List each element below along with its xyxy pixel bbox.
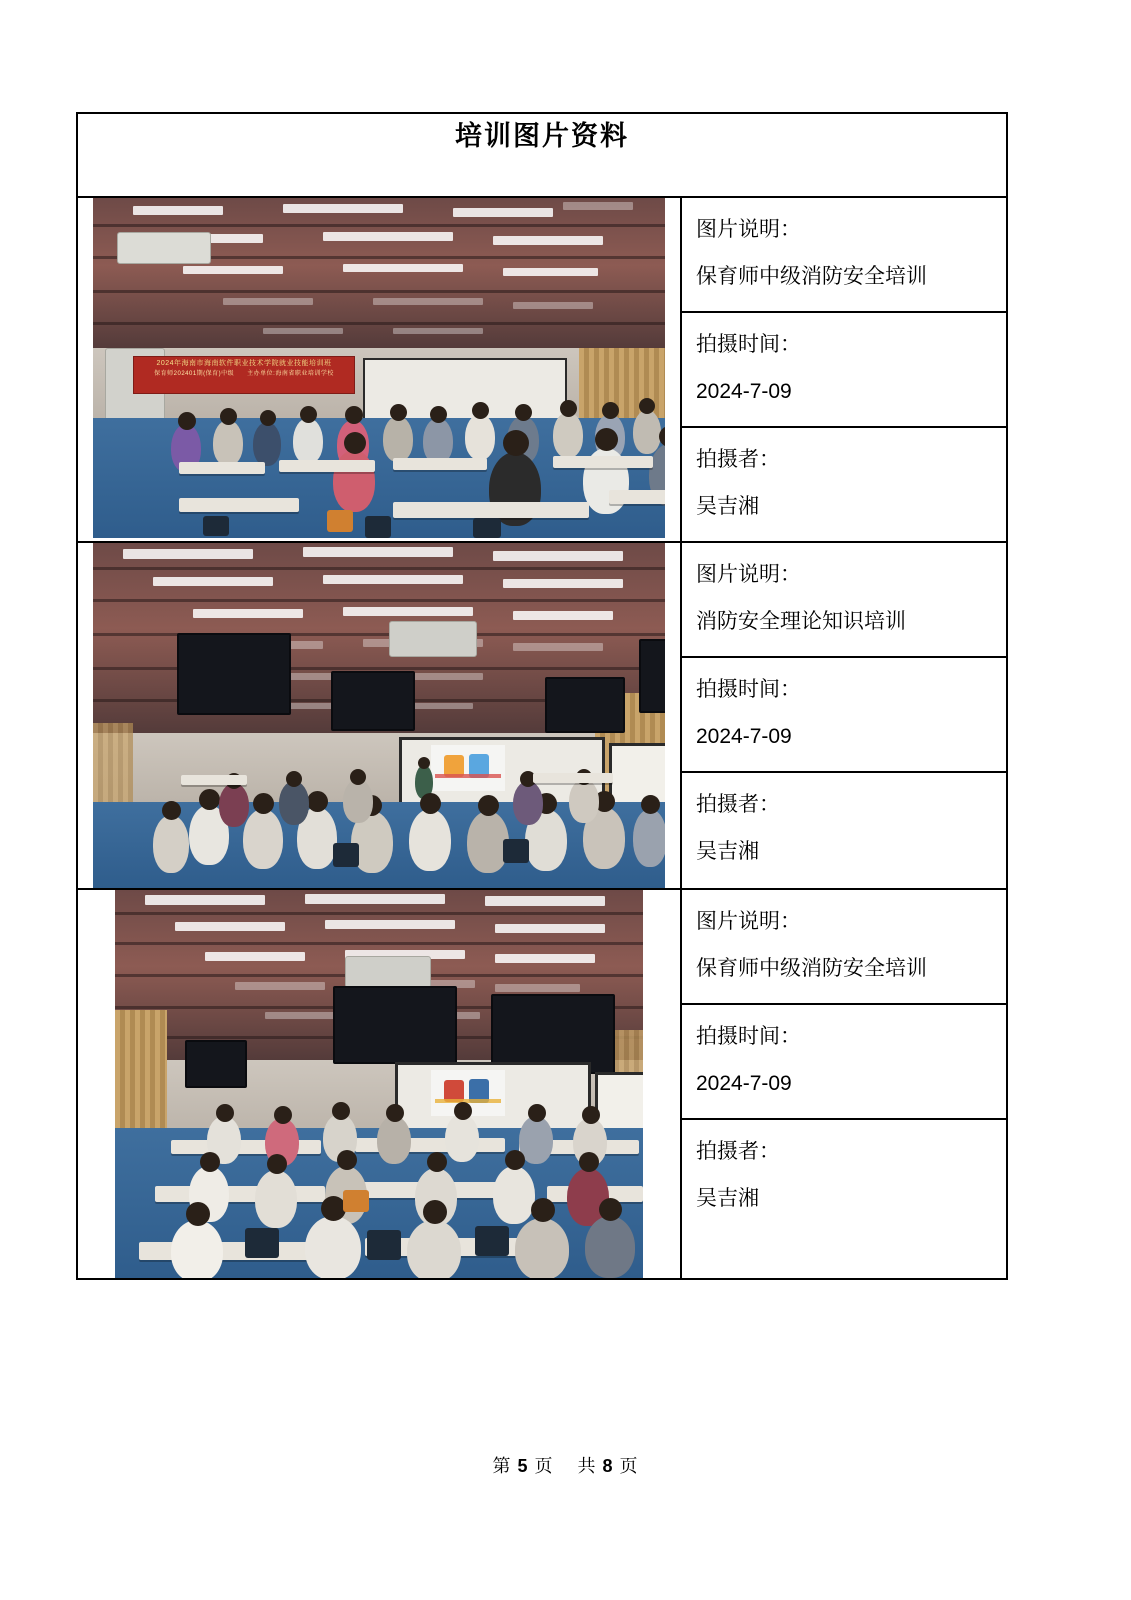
field-label: 拍摄者：	[696, 448, 780, 472]
field-value: 2024-7-09	[696, 1071, 792, 1095]
info-block-description	[682, 890, 1006, 1005]
footer-page-unit: 页	[534, 1456, 554, 1476]
footer-total-pages: 8	[602, 1456, 614, 1476]
footer-page-number: 5	[517, 1456, 529, 1476]
field-label: 拍摄者：	[696, 1140, 780, 1164]
info-block-photographer	[682, 773, 1006, 886]
photo-banner-text: 2024年海南市海南软件职业技术学院就业技能培训班 保育师202401期(保育)中级 主办单位:海南省职业培训学校	[133, 356, 355, 394]
page-title: 培训图片资料	[455, 121, 629, 151]
field-label: 拍摄时间：	[696, 678, 801, 702]
field-value: 消防安全理论知识培训	[696, 609, 906, 633]
table-row	[77, 889, 1007, 1279]
table-row	[77, 542, 1007, 889]
info-block-date	[682, 1005, 1006, 1120]
field-value: 2024-7-09	[696, 724, 792, 748]
footer-total-prefix: 共	[577, 1456, 597, 1476]
field-value: 保育师中级消防安全培训	[696, 956, 927, 980]
field-label: 拍摄时间：	[696, 333, 801, 357]
field-value: 吴吉湘	[696, 840, 759, 864]
field-label: 图片说明：	[696, 218, 801, 241]
table-title-row	[77, 113, 1007, 197]
photo-cell-2	[77, 542, 681, 889]
page-footer	[0, 1452, 1131, 1478]
info-cell-3	[681, 889, 1007, 1279]
title-cell	[77, 113, 1007, 197]
info-block-description	[682, 543, 1006, 658]
field-value: 保育师中级消防安全培训	[696, 264, 927, 288]
info-block-photographer	[682, 1120, 1006, 1233]
field-label: 图片说明：	[696, 563, 801, 587]
info-block-date	[682, 313, 1006, 428]
field-value: 吴吉湘	[696, 1187, 759, 1211]
info-block-photographer	[682, 428, 1006, 541]
training-photo-lecture-hall-screens	[93, 543, 665, 888]
photo-cell-1	[77, 197, 681, 542]
photo-cell-3	[77, 889, 681, 1279]
table-row	[77, 197, 1007, 542]
field-value: 2024-7-09	[696, 379, 792, 403]
info-cell-2	[681, 542, 1007, 889]
field-label: 拍摄者：	[696, 793, 780, 817]
field-label: 拍摄时间：	[696, 1025, 801, 1049]
field-value: 吴吉湘	[696, 494, 759, 518]
training-photo-classroom-front-view	[93, 198, 665, 538]
info-block-date	[682, 658, 1006, 773]
info-cell-1	[681, 197, 1007, 542]
info-block-description	[682, 198, 1006, 313]
footer-prefix: 第	[492, 1456, 512, 1476]
field-label: 图片说明：	[696, 910, 801, 934]
training-photo-table	[76, 112, 1008, 1280]
footer-total-unit: 页	[619, 1456, 639, 1476]
training-photo-classroom-rear-view	[115, 890, 643, 1278]
